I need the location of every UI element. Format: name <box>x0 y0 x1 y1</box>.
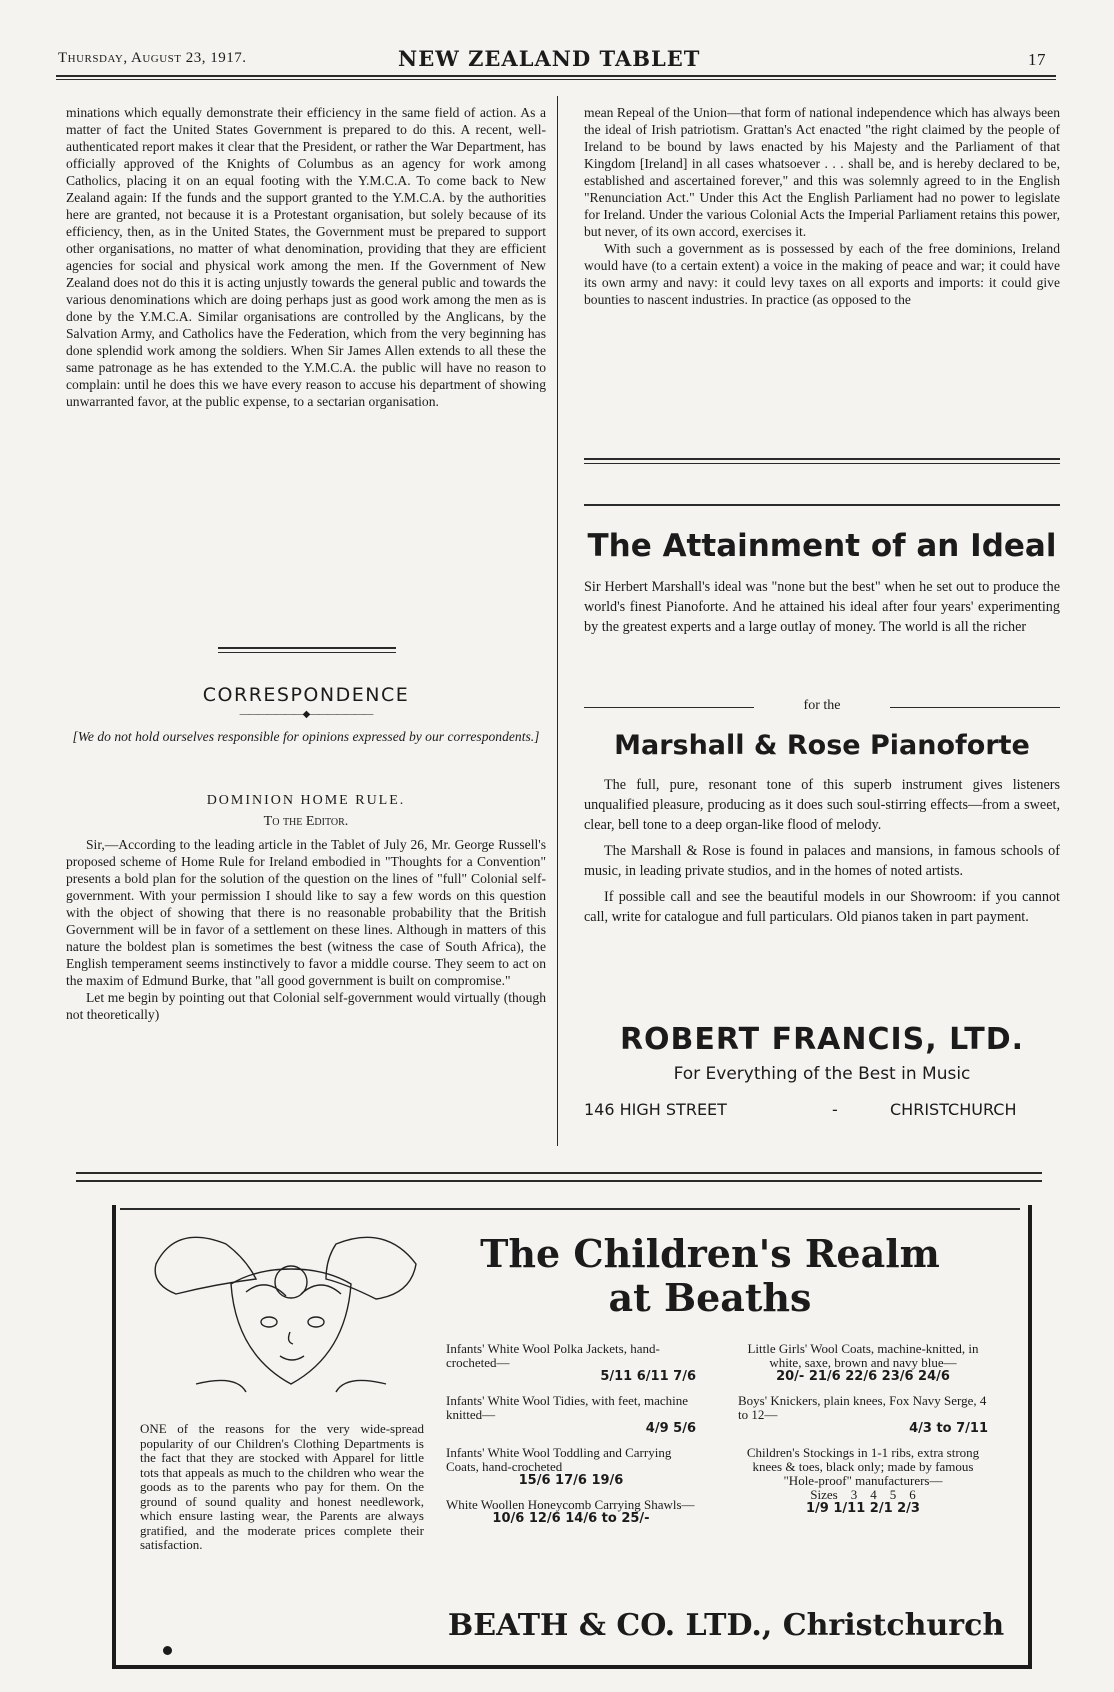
letter-continued-paragraph: With such a government as is possessed by each of the free dominions, Ireland would have (to a certain extent) a voice in the making of peace and war; it could have its own army and navy: it could levy taxes on all exports and imports: it could give bounties to nascent industries. In practice (as opposed to the <box>584 241 1060 307</box>
column-end-rule <box>584 458 1060 460</box>
beath-item <box>446 1446 696 1488</box>
column-end-rule-thin <box>584 463 1060 464</box>
letter-salutation: To the Editor. <box>263 814 349 829</box>
piano-ad-paragraph: The Marshall & Rose is found in palaces and mansions, in famous schools of music, in leading private studios, and in the homes of noted artists. <box>584 843 1060 879</box>
bullet-dot <box>163 1646 172 1655</box>
beath-item <box>738 1394 988 1436</box>
nose <box>289 1332 293 1344</box>
right-column <box>584 104 1060 308</box>
collar <box>196 1380 386 1392</box>
section-rule-thin <box>218 652 396 653</box>
beath-item-text: Little Girls' Wool Coats, machine-knitted, in white, saxe, brown and navy blue— <box>747 1341 979 1370</box>
letter-title: DOMINION HOME RULE. <box>206 793 406 808</box>
piano-ad-tagline: For Everything of the Best in Music <box>673 1064 971 1084</box>
bow-right-loop <box>326 1237 416 1299</box>
beath-item-prices: 5/11 6/11 7/6 <box>600 1369 696 1384</box>
piano-ad-for-the <box>584 698 1060 714</box>
piano-ad-intro <box>584 577 1060 643</box>
piano-ad-company: ROBERT FRANCIS, LTD. <box>619 1022 1025 1057</box>
column-divider <box>557 96 558 1146</box>
beath-item-text: Children's Stockings in 1-1 ribs, extra strong knees & toes, black only; made by famous "Hole-proof" manufacturers— <box>746 1445 980 1488</box>
page-number: 17 <box>1028 50 1046 69</box>
editorial-paragraph: minations which equally demonstrate their efficiency in the same field of action. As a matter of fact the United States Government is prepared to do this. A recent, well-authenticated report makes it clear that the President, or rather the War Department, has officially approved of the Knights of Columbus as an agency for work among Catholics, placing it on an equal footing with the Y.M.C.A. To come back to New Zealand again: If the funds and the support granted to the Y.M.C.A. by the authorities here are granted, not because it is a Protestant organisation, but solely because of its efficiency, then, as in the United States, the Government must be prepared to support other organisations, no matter of what denomination, providing that they are efficient agencies for social and physical work among the men. If the Government of New Zealand does not do this it is acting unjustly towards the general public and towards the various denominations which are doing perhaps just as good work among the men as is done by the Y.M.C.A. Similar organisations are controlled by the Anglicans, by the Salvation Army, and Catholics have the Federation, which from the very beginning has done splendid work among the soldiers. When Sir James Allen extends to all these the same patronage as he has extended to the Y.M.C.A. the public will have no reason to complain: until he does this we have every reason to accuse his department of showing unwarranted favor, at the public expense, to a sectarian organisation. <box>66 105 546 409</box>
beath-item-prices: 15/6 17/6 19/6 <box>518 1473 624 1488</box>
page-rule <box>76 1172 1042 1174</box>
beath-item-sizes: Sizes 3 4 5 6 <box>810 1487 916 1502</box>
piano-ad-address: 146 HIGH STREET <box>584 1100 727 1119</box>
beath-item-text: Infants' White Wool Tidies, with feet, machine knitted— <box>446 1393 689 1422</box>
masthead-rule <box>56 75 1056 77</box>
correspondence-heading: CORRESPONDENCE <box>202 684 410 706</box>
beath-ad-company: BEATH & CO. LTD., Christchurch <box>447 1608 1005 1643</box>
beath-headline-line1: The Children's Realm <box>480 1231 940 1276</box>
beath-item-prices: 4/9 5/6 <box>645 1421 696 1436</box>
piano-ad-top-rule <box>584 504 1060 506</box>
letter-continued-paragraph: mean Repeal of the Union—that form of national independence which has always been the ideal of Irish patriotism. Grattan's Act enacted "the right claimed by the people of Ireland to be bound by laws enacted by his Majesty and the Parliament of that Kingdom [Ireland] in all cases whatsoever . . . shall be, and is hereby declared to be, established and ascertained forever," and this was solemnly agreed to in the English "Renunciation Act." Under this Act the English Parliament had no power to legislate for Ireland. Under the various Colonial Acts the Imperial Parliament retains this power, but never, of its own accord, exercises it. <box>584 105 1060 239</box>
piano-ad-product: Marshall & Rose Pianoforte <box>614 730 1030 761</box>
beath-item <box>446 1342 696 1384</box>
ornament-divider: ———————◆——————— <box>239 709 373 720</box>
beath-ad-headline <box>440 1232 980 1320</box>
left-column <box>66 104 546 410</box>
beath-item <box>446 1394 696 1436</box>
child-illustration <box>136 1224 436 1394</box>
beath-item-text: Boys' Knickers, plain knees, Fox Navy Serge, 4 to 12— <box>738 1393 987 1422</box>
piano-ad-body <box>584 775 1060 933</box>
right-eye <box>308 1317 324 1327</box>
masthead-rule-thin <box>56 79 1056 80</box>
section-rule <box>218 647 396 649</box>
piano-ad-dash: - <box>832 1100 838 1119</box>
correspondence-disclaimer: [We do not hold ourselves responsible for opinions expressed by our correspondents.] <box>72 729 540 744</box>
beath-item-text: Infants' White Wool Polka Jackets, hand-crocheted— <box>446 1341 660 1370</box>
beath-items-right <box>738 1342 988 1516</box>
piano-ad-paragraph: If possible call and see the beautiful models in our Showroom: if you cannot call, write for catalogue and full particulars. Old pianos taken in part payment. <box>584 889 1060 925</box>
piano-ad-city: CHRISTCHURCH <box>890 1100 1017 1119</box>
beath-item-prices: 1/9 1/11 2/1 2/3 <box>806 1501 920 1516</box>
beath-item-prices: 10/6 12/6 14/6 to 25/- <box>492 1511 650 1526</box>
beath-item-prices: 20/- 21/6 22/6 23/6 24/6 <box>776 1369 950 1384</box>
piano-ad-headline: The Attainment of an Ideal <box>587 528 1057 564</box>
for-the-rule-right <box>890 707 1060 708</box>
piano-ad-paragraph: The full, pure, resonant tone of this superb instrument gives listeners unqualified pleasure, producing as it does such soul-stirring effects—from a sweet, clear, bell tone to a deep organ-like flood of melody. <box>584 777 1060 833</box>
beath-item <box>738 1446 988 1516</box>
beath-item <box>446 1498 696 1526</box>
newspaper-title: NEW ZEALAND TABLET <box>398 46 701 71</box>
letter-paragraph: Let me begin by pointing out that Colonial self-government would virtually (though not theoretically) <box>66 990 546 1022</box>
for-the-text: for the <box>803 698 841 713</box>
beath-items-left <box>446 1342 696 1526</box>
beath-item-prices: 4/3 to 7/11 <box>909 1421 988 1436</box>
face-outline <box>231 1269 351 1384</box>
beath-headline-line2: at Beaths <box>608 1275 812 1320</box>
bow-left-loop <box>155 1237 256 1294</box>
for-the-rule-left <box>584 707 754 708</box>
mouth <box>280 1356 304 1360</box>
letter-body <box>66 836 546 1023</box>
beath-ad-intro: ONE of the reasons for the very wide-spread popularity of our Children's Clothing Departments is the fact that they are stocked with Apparel for little tots that appeals as much to the children who wear the goods as to the parents who pay for them. On the ground of sound quality and honest needlework, which ensure lasting wear, the Parents are always gratified, and the moderate prices complete their satisfaction. <box>140 1421 424 1552</box>
letter-paragraph: Sir,—According to the leading article in the Tablet of July 26, Mr. George Russell's proposed scheme of Home Rule for Ireland embodied in "Thoughts for a Convention" presents a bold plan for the solution of the question on the lines of "full" Colonial self-government. With your permission I should like to say a few words on this question with the object of showing that there is no reasonable probability that the British Government will be in favor of a settlement on these lines. Although in matters of this nature the boldest plan is sometimes the best (witness the case of South Africa), the English temperament seems instinctively to favor a middle course. They seem to act on the maxim of Edmund Burke, that "all good government is built on compromise." <box>66 837 546 988</box>
beath-item-text: White Woollen Honeycomb Carrying Shawls— <box>446 1497 695 1512</box>
beath-item-text: Infants' White Wool Toddling and Carrying Coats, hand-crocheted <box>446 1445 672 1474</box>
beath-item <box>738 1342 988 1384</box>
hair-curls <box>246 1285 341 1296</box>
page-rule <box>76 1180 1042 1182</box>
piano-ad-intro-text: Sir Herbert Marshall's ideal was "none but the best" when he set out to produce the world's finest Pianoforte. And he attained his ideal after four years' experimenting by the greatest experts and a large outlay of money. The world is all the richer <box>584 579 1060 635</box>
issue-date: Thursday, August 23, 1917. <box>58 50 247 66</box>
left-eye <box>261 1317 277 1327</box>
